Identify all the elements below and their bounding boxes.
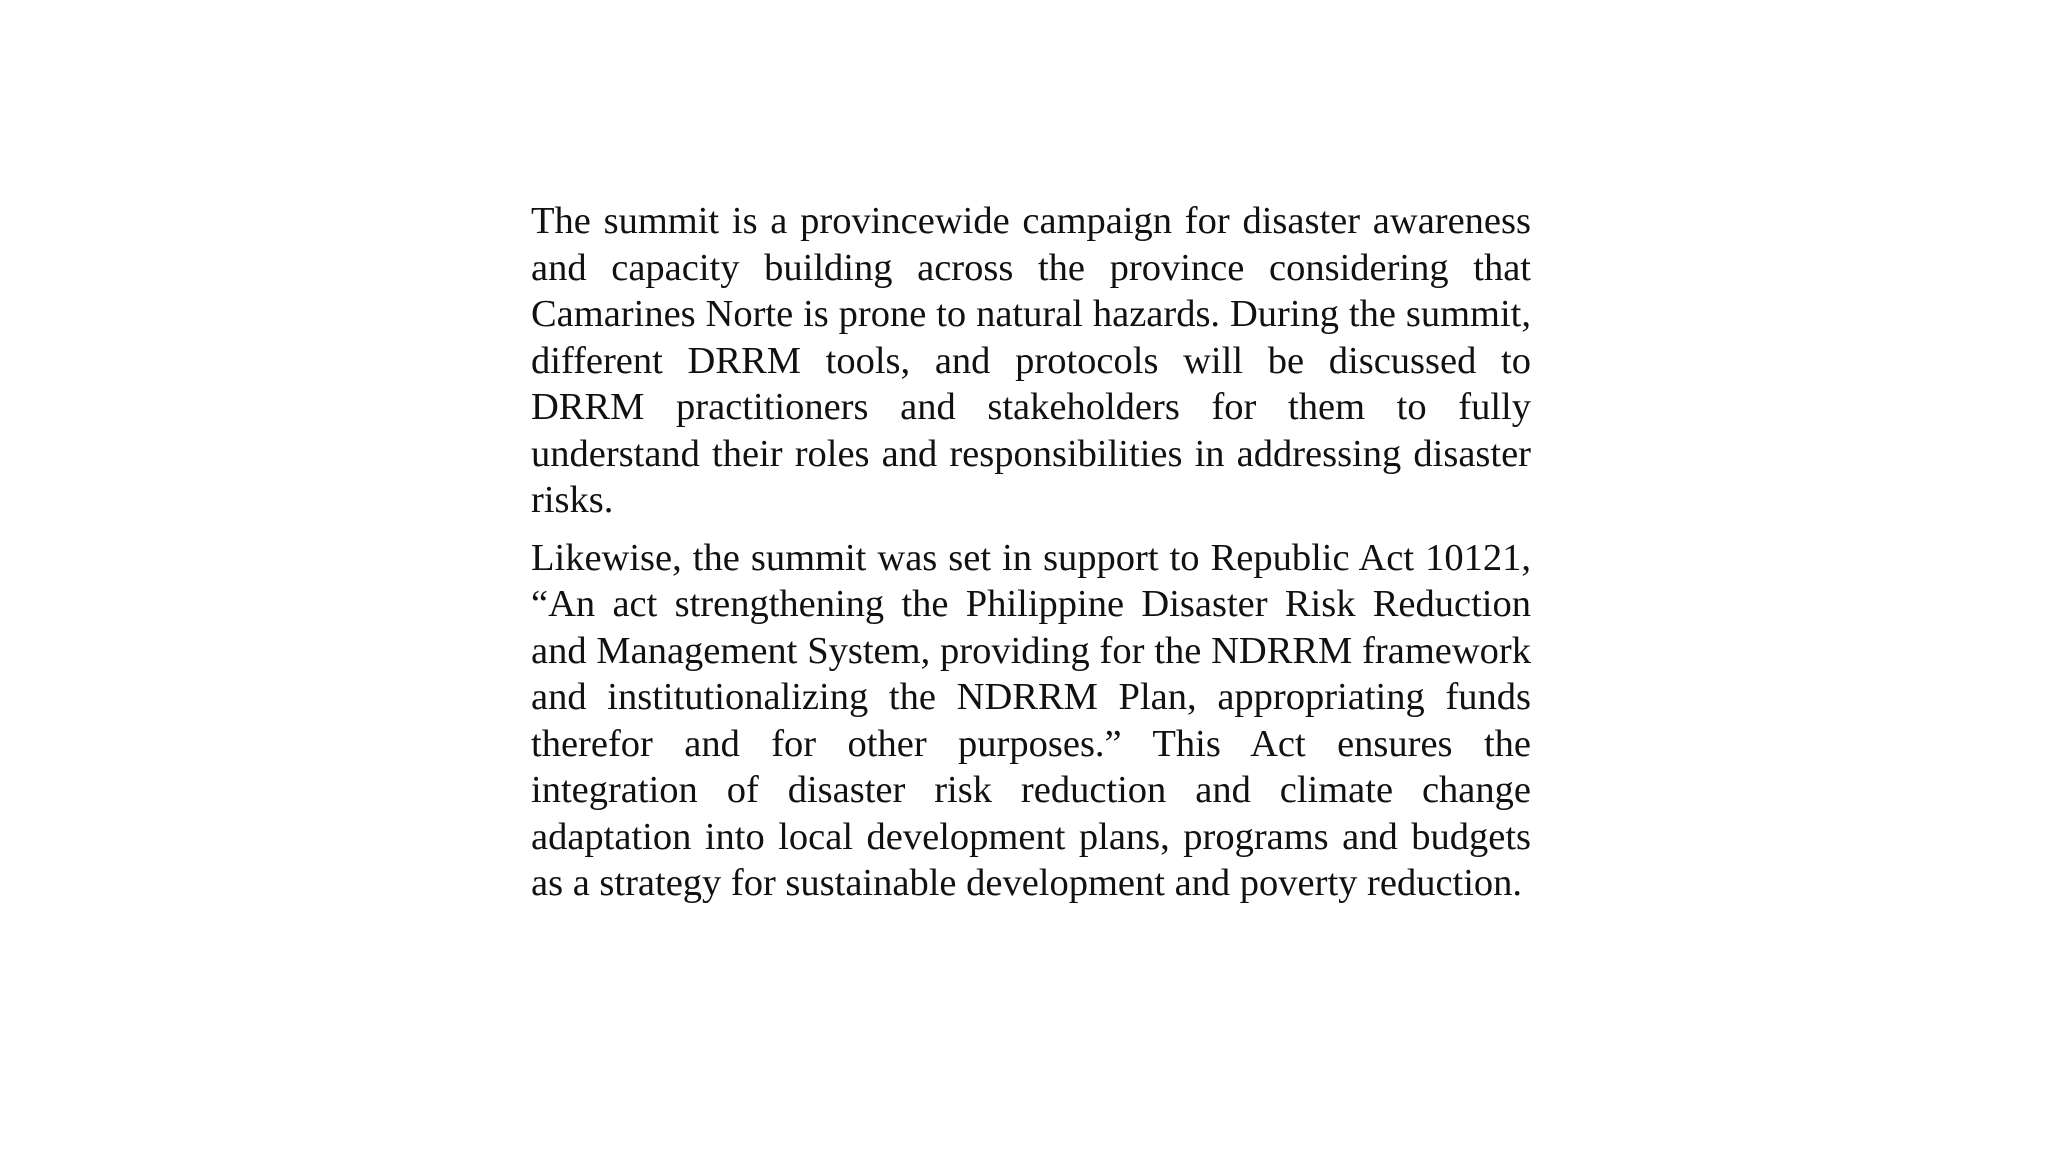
- paragraph-republic-act: Likewise, the summit was set in support to Republic Act 10121, “An act strengthening the Philippine Disaster Risk Reduction and Management System, providing for the NDRRM framework and institutionalizing the NDRRM Plan, appropriating funds therefor and for other purposes.” This Act ensures the integration of disaster risk reduction and climate change adaptation into local development plans, programs and budgets as a strategy for sustainable development and poverty reduction.: [531, 536, 1531, 904]
- document-body: [531, 198, 1531, 907]
- paragraph-summit-campaign: The summit is a provincewide campaign for disaster awareness and capacity building across the province considering that Camarines Norte is prone to natural hazards. During the summit, different DRRM tools, and protocols will be discussed to DRRM practitioners and stakeholders for them to fully understand their roles and responsibilities in addressing disaster risks.: [531, 200, 1531, 521]
